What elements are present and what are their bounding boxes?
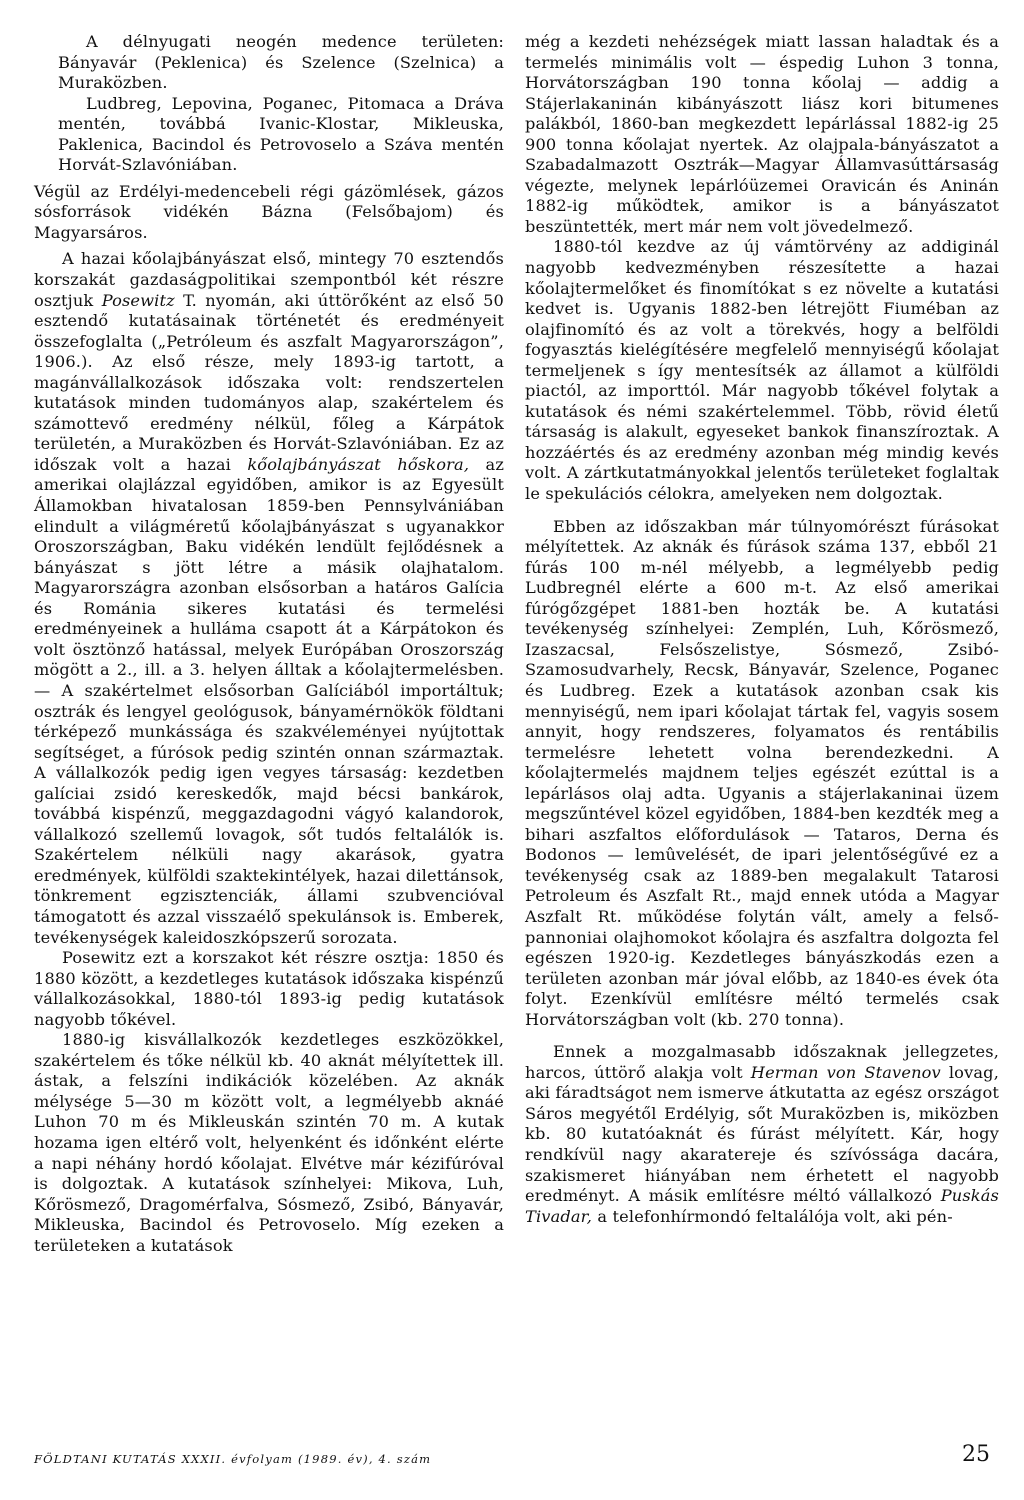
region-item-drava-sava: Ludbreg, Lepovina, Poganec, Pitomaca a Dráva mentén, továbbá Ivanic-Klostar, Mikleuska, Paklenica, Bacindol és Petrovoselo a Száva mentén Horvát-Szlavóniában. [58,93,504,175]
paragraph-customs-law: 1880-tól kezdve az új vámtörvény az addiginál nagyobb kedvezményben részesítette a hazai kőolajtermelőket és finomítókat s ez növelte a kutatási kedvet is. Ugyanis 1882-ben létrejött Fiuméban az olajfinomító és az volt a törekvés, hogy a belföldi fogyasztás kielégítésére megfelelő mennyiségű kőolajat termeljenek s így mentesítsék az államot a külföldi piactól, az importtól. Már nagyobb tőkével folytak a kutatások és némi szakértelemmel. Több, rövid életű társaság is alakult, egyeseket bankok finanszíroztak. A hozzáértés és az eredmény azonban még mindig kevés volt. A zártkutatmányokkal jelentős területeket foglaltak le spekulációs célokra, amelyeken nem dolgoztak. [525,237,999,504]
right-column [525,32,999,1227]
person-name: Herman von Stavenov [750,1062,941,1082]
paragraph-oil-shale: még a kezdeti nehézségek miatt lassan haladtak és a termelés minimális volt — éspedig Luhon 3 tonna, Horvátországban 190 tonna kőolaj — addig a Stájerlakaninán kibányászott liász kori bitumenes palákból, 1860-ban megkezdett lepárlással 1882-ig 25 900 tonna kőolajat nyertek. Az olajpala-bányászatot a Szabadalmazott Osztrák—Magyar Államvasúttársaság végezte, melynek lepárlóüzemei Oravicán és Aninán 1882-ig működtek, amikor is a bányászatot beszüntették, mert már nem volt jövedelmező. [525,32,999,236]
text-segment: a telefonhírmondó feltalálója volt, aki pén- [592,1206,953,1226]
text-segment: lovag, aki fáradtságot nem ismerve átkutatta az egész országot Sáros megyétől Erdélyig, sőt Muraközben is, miközben kb. 80 kutatóaknát és fúrást mélyített. Kár, hogy rendkívül nagy akaratereje és szívóssága dacára, szakismeret hiányában nem érhetett el nagyobb eredményt. A másik említésre méltó vállalkozó [525,1062,999,1206]
text-segment: T. nyomán, aki úttörőként az első 50 esztendő kutatásainak történetét és eredményeit összefoglalta („Petróleum és aszfalt Magyarországon”, 1906.). Az első része, mely 1893-ig tartott, a magánvállalkozások időszaka volt: rendszertelen kutatások minden tudományos alap, szakértelem és számottevő eredmény nélkül, főleg a Kárpátok területén, a Muraközben és Horvát-Szlavóniában. Ez az időszak volt a hazai [34,290,504,474]
person-name: Puskás Tivadar, [525,1186,999,1226]
author-name: Posewitz [101,290,175,310]
emphasis-text: kőolajbányászat hőskora, [247,454,470,474]
paragraph-first-era [34,249,504,948]
journal-citation: FÖLDTANI KUTATÁS XXXII. évfolyam (1989. év), 4. szám [34,1452,432,1466]
region-item-transylvania: Végül az Erdélyi-medencebeli régi gázömlések, gázos sósforrások vidékén Bázna (Felsőbajom) és Magyarsáros. [34,181,504,242]
page-footer [34,1442,990,1472]
region-item-southwest: A délnyugati neogén medence területen: Bányavár (Peklenica) és Szelence (Szelnica) a Muraközben. [58,32,504,93]
left-column [34,32,504,1256]
page-number: 25 [962,1442,990,1467]
paragraph-drillings: Ebben az időszakban már túlnyomórészt fúrásokat mélyítettek. Az aknák és fúrások száma 137, ebből 21 fúrás 100 m-nél mélyebb, a legmélyebb pedig Ludbregnél elérte a 600 m-t. Az első amerikai fúrógőzgépet 1881-ben hozták be. A kutatási tevékenység színhelyei: Zemplén, Luh, Kőrösmező, Izaszacsal, Felsőszelistye, Sósmező, Zsibó-Szamosudvarhely, Recsk, Bányavár, Szelence, Poganec és Ludbreg. Ezek a kutatások azonban csak kis mennyiségű, nem ipari kőolajat tártak fel, vagyis sosem annyit, hogy rendszeres, folyamatos és rentábilis termelésre lehetett volna berendezkedni. A kőolajtermelés majdnem teljes egészét ezúttal is a lepárlásos olaj adta. Ugyanis a stájerlakaninai üzem megszűntével közel egyidőben, 1884-ben kezdték meg a bihari aszfaltos előfordulások — Tataros, Derna és Bodonos — lemûvelését, de ipari jelentőségűvé ez a tevékenység csak az 1889-ben megalakult Tatarosi Petroleum és Aszfalt Rt., majd ennek utóda a Magyar Aszfalt Rt. működése folytán vált, amely a felső-pannoniai olajhomokot kőolajra és aszfaltra dolgozta fel egészen 1920-ig. Kezdetleges bányászkodás ezen a területen azonban már jóval előbb, az 1840-es évek óta folyt. Ezenkívül említésre méltó termelés csak Horvátországban volt (kb. 270 tonna). [525,516,999,1029]
paragraph-pioneers [525,1042,999,1227]
text-segment: A hazai kőolajbányászat első, mintegy 70 esztendős korszakát gazdaságpolitikai szempontból két részre osztjuk [34,249,504,310]
text-segment: az amerikai olajlázzal egyidőben, amikor is az Egyesült Államokban hivatalosan 1859-ben Pennsylvániában elindult a világméretű kőolajbányászat s ugyanakkor Oroszországban, Baku vidékén lendült fejlődésnek a bányászat s jött létre a másik olajhatalom. Magyarországra azonban elsősorban a határos Galícia és Románia sikeres kutatási és termelési eredményeinek a hulláma csapott át a Kárpátokon és volt ösztönző hatással, melyek Európában Oroszország mögött a 2., ill. a 3. helyen álltak a kőolajtermelésben. — A szakértelmet elsősorban Galíciából importáltuk; osztrák és lengyel geológusok, bányamérnökök földtani térképező munkássága és szakvéleményei nyújtottak segítséget, a fúrósok pedig szintén onnan származtak. A vállalkozók pedig igen vegyes társaság: kezdetben galíciai zsidó kereskedők, majd bécsi bankárok, továbbá kispénzű, meggazdagodni vágyó kalandorok, vállalkozó szellemű lovagok, sőt tudós feltalálók is. Szakértelem nélküli nagy akarások, gyatra eredmények, külföldi szaktekintélyek, hazai dilettánsok, tönkrement egzisztenciák, állami szubvencióval támogatott és azzal visszaélő spekulánsok is. Emberek, tevékenységek kaleidoszkópszerű sorozata. [34,454,504,947]
text-segment: Ennek a mozgalmasabb időszaknak jellegzetes, harcos, úttörő alakja volt [525,1042,999,1082]
paragraph-small-enterprises: 1880-ig kisvállalkozók kezdetleges eszközökkel, szakértelem és tőke nélkül kb. 40 aknát mélyítettek ill. ástak, a felszíni indikációk közelében. Az aknák mélysége 5—30 m között volt, a legmélyebb aknáé Luhon 70 m és Mikleuskán szintén 70 m. A kutak hozama igen eltérő volt, helyenként és időnként elérte a napi néhány hordó kőolajat. Elvétve már kézifúróval is dolgoztak. A kutatások színhelyei: Mikova, Luh, Kőrösmező, Dragomérfalva, Sósmező, Zsibó, Bányavár, Mikleuska, Bacindol és Petrovoselo. Míg ezeken a területeken a kutatások [34,1030,504,1255]
paragraph-posewitz-periods: Posewitz ezt a korszakot két részre osztja: 1850 és 1880 között, a kezdetleges kutatások időszaka kispénzű vállalkozásokkal, 1880-tól 1893-ig pedig kutatások nagyobb tőkével. [34,948,504,1029]
